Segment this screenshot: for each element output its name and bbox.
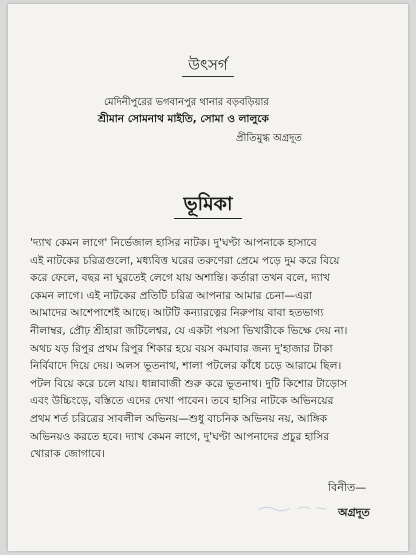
- preface-heading: [8, 190, 408, 222]
- preface-line: পটল বিয়ে করে চলে যায়। ধান্নাবাজী শুরু করে ভূতনাথ। দুটি কিশোর টাড়োস: [30, 377, 348, 390]
- faint-mark: [256, 502, 336, 514]
- preface-line: এবং উচ্চিংড়ে, বস্তিতে এদের দেখা পাবেন। তবে হাসির নাটকে অভিনয়ের: [30, 395, 334, 408]
- preface-line: নির্বিবাদে দিয়ে দেয়। অলস ভূতনাথ, শালা পটলের কাঁধে চড়ে আরামে ছিল।: [30, 360, 342, 373]
- preface-line: অভিনয়ও করতে হবে। দ্যাখ কেমন লাগে, দু'ঘণ্টা আপনাদের প্রচুর হাসির: [30, 430, 330, 443]
- preface-line: অথচ যড় রিপুর প্রথম রিপুর শিকার হয়ে বয়স কমাবার জন্য দু'হাজার টাকা: [30, 342, 333, 355]
- signature-closing: বিনীত—: [328, 481, 367, 494]
- signature-name: অগ্রদূত: [338, 506, 370, 519]
- preface-line: আমাদের আশেপাশেই আছে। আটটি কন্যারত্নের নিরুপায় বাবা হতভাগ্য: [30, 307, 324, 320]
- preface-line: নীলাম্বর, প্রৌঢ় শ্রীহারা জটিলেশ্বর, যে একটা পয়সা ভিখারীকে ভিক্ষে দেয় না।: [30, 324, 348, 337]
- preface-line: খোরাক জোগাবে।: [30, 448, 105, 461]
- preface-line: এই নাটকের চরিত্রগুলো, মধ্যবিত্ত ঘরের তরুণেরা প্রেমে পড়ে দুম করে বিয়ে: [30, 254, 340, 267]
- book-page: [8, 4, 408, 551]
- preface-line: 'দ্যাখ কেমন লাগে' নির্ভেজাল হাসির নাটক। দু'ঘণ্টা আপনাকে হাসাবে: [30, 237, 317, 249]
- preface-line: করে ফেলে, বছর না ঘুরতেই লেগে যায় অশান্তি। কর্তারা তখন বলে, দ্যাখ: [30, 272, 330, 285]
- preface-line: কেমন লাগে। এই নাটকের প্রতিটি চরিত্র আপনার আমার চেনা—এরা: [30, 289, 312, 302]
- dedication-line-3: প্রীতিমুগ্ধ অগ্রদূত: [236, 133, 302, 144]
- preface-line: প্রথম শর্ত চরিত্রের সাবলীল অভিনয়—শুধু বাচনিক অভিনয় নয়, আঙ্গিক: [30, 412, 328, 425]
- dedication-line-1: মেদিনীপুরের ভগবানপুর থানার বড়বড়িয়ার: [104, 97, 269, 108]
- dedication-title: উৎসর্গ: [182, 56, 233, 77]
- preface-body: [30, 235, 388, 464]
- dedication-line-2: শ্রীমান সোমনাথ মাইতি, সোমা ও লালুকে: [98, 113, 269, 125]
- preface-title: ভূমিকা: [174, 193, 243, 219]
- dedication-heading: [8, 54, 408, 79]
